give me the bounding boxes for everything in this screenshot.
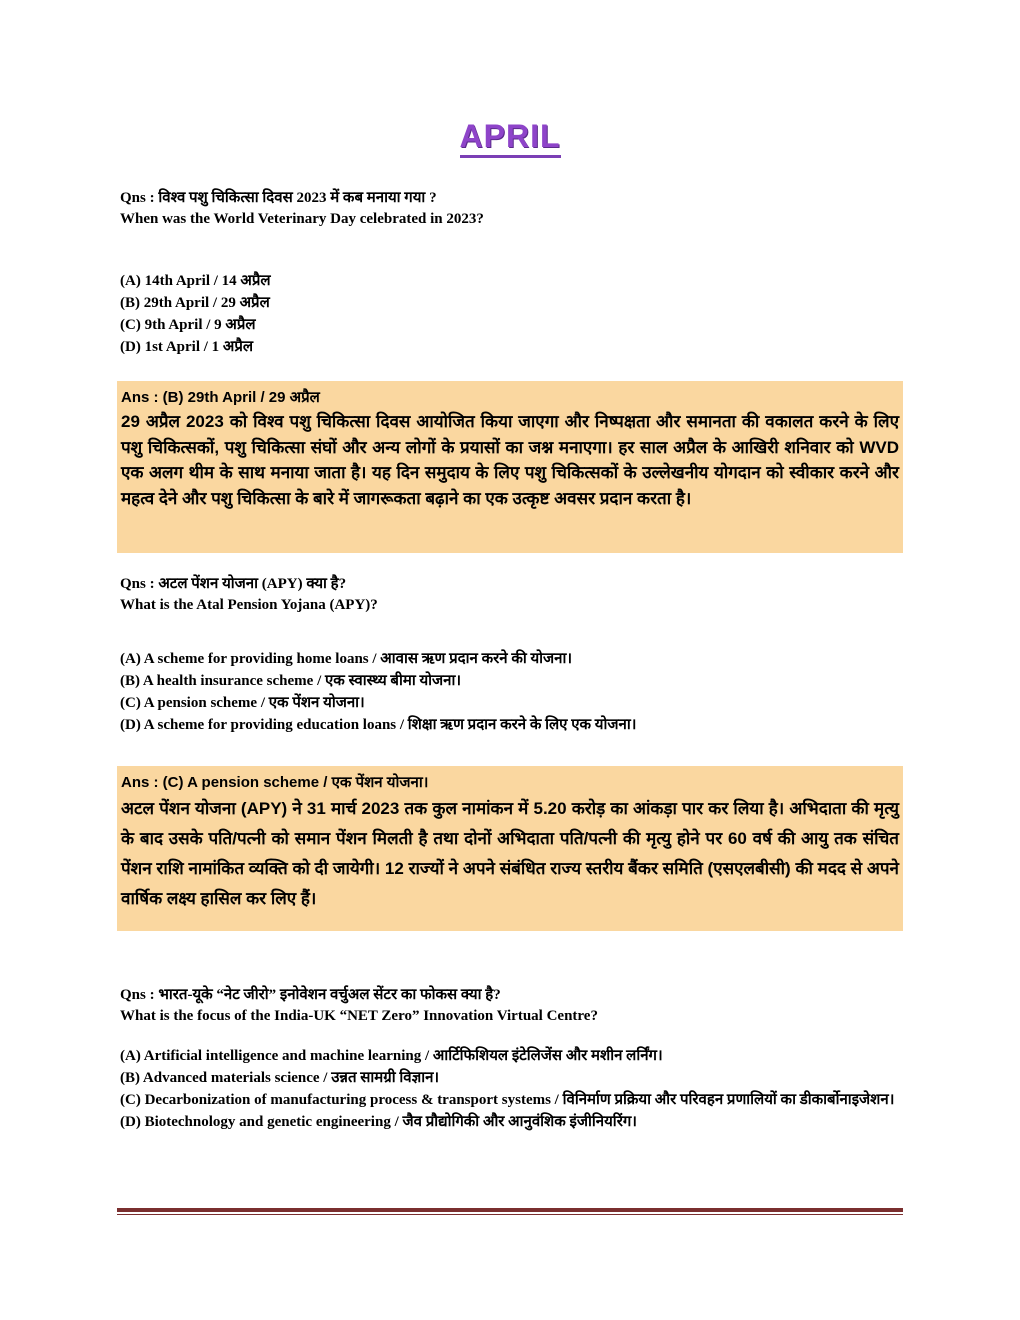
question-3 bbox=[120, 985, 905, 1133]
option-a: (A) Artificial intelligence and machine learning / आर्टिफिशियल इंटेलिजेंस और मशीन लर्निंग। bbox=[120, 1048, 663, 1064]
option-a: (A) 14th April / 14 अप्रैल bbox=[120, 273, 271, 289]
question-2-english: What is the Atal Pension Yojana (APY)? bbox=[120, 597, 378, 613]
answer-box-1 bbox=[117, 381, 903, 553]
option-a: (A) A scheme for providing home loans / आवास ऋण प्रदान करने की योजना। bbox=[120, 651, 573, 667]
option-c: (C) 9th April / 9 अप्रैल bbox=[120, 317, 256, 333]
question-3-english: What is the focus of the India-UK “NET Zero” Innovation Virtual Centre? bbox=[120, 1008, 598, 1024]
option-c: (C) Decarbonization of manufacturing process & transport systems / विनिर्माण प्रक्रिया और परिवहन प्रणालियों का डीकार्बोनाइजेशन। bbox=[120, 1092, 895, 1108]
page-title: APRIL bbox=[0, 118, 1020, 155]
question-1-hindi: Qns : विश्व पशु चिकित्सा दिवस 2023 में कब मनाया गया ? bbox=[120, 190, 437, 206]
question-3-options bbox=[120, 1045, 905, 1133]
option-d: (D) A scheme for providing education loans / शिक्षा ऋण प्रदान करने के लिए एक योजना। bbox=[120, 717, 637, 733]
option-c: (C) A pension scheme / एक पेंशन योजना। bbox=[120, 695, 365, 711]
question-1-english: When was the World Veterinary Day celebrated in 2023? bbox=[120, 211, 484, 227]
answer-2-head: Ans : (C) A pension scheme / एक पेंशन योजना। bbox=[121, 774, 429, 791]
question-2-hindi: Qns : अटल पेंशन योजना (APY) क्या है? bbox=[120, 576, 347, 592]
question-1 bbox=[120, 188, 905, 358]
option-b: (B) Advanced materials science / उन्नत सामग्री विज्ञान। bbox=[120, 1070, 440, 1086]
answer-box-2 bbox=[117, 766, 903, 931]
footer-divider bbox=[117, 1208, 903, 1215]
question-2-options bbox=[120, 648, 905, 736]
question-3-hindi: Qns : भारत-यूके “नेट जीरो” इनोवेशन वर्चुअल सेंटर का फोकस क्या है? bbox=[120, 987, 501, 1003]
question-2 bbox=[120, 574, 905, 736]
answer-1-body: 29 अप्रैल 2023 को विश्व पशु चिकित्सा दिवस आयोजित किया जाएगा और निष्पक्षता और समानता की वकालत करने के लिए पशु चिकित्सकों, पशु चिकित्सा संघों और अन्य लोगों के प्रयासों का जश्न मनाएगा। हर साल अप्रैल के आखिरी शनिवार को WVD एक अलग थीम के साथ मनाया जाता है। यह दिन समुदाय के लिए पशु चिकित्सकों के उल्लेखनीय योगदान को स्वीकार करने और महत्व देने और पशु चिकित्सा के बारे में जागरूकता बढ़ाने का एक उत्कृष्ट अवसर प्रदान करता है। bbox=[121, 412, 899, 508]
answer-2-body: अटल पेंशन योजना (APY) ने 31 मार्च 2023 तक कुल नामांकन में 5.20 करोड़ का आंकड़ा पार कर लिया है। अभिदाता की मृत्यु के बाद उसके पति/पत्नी को समान पेंशन मिलती है तथा दोनों अभिदाता पति/पत्नी की मृत्यु होने पर 60 वर्ष की आयु तक संचित पेंशन राशि नामांकित व्यक्ति को दी जायेगी। 12 राज्यों ने अपने संबंधित राज्य स्तरीय बैंकर समिति (एसएलबीसी) की मदद से अपने वार्षिक लक्ष्य हासिल कर लिए हैं। bbox=[121, 799, 899, 908]
question-1-options bbox=[120, 270, 905, 358]
answer-1-head: Ans : (B) 29th April / 29 अप्रैल bbox=[121, 389, 320, 406]
option-d: (D) Biotechnology and genetic engineering / जैव प्रौद्योगिकी और आनुवंशिक इंजीनियरिंग। bbox=[120, 1114, 637, 1130]
option-d: (D) 1st April / 1 अप्रैल bbox=[120, 339, 254, 355]
option-b: (B) A health insurance scheme / एक स्वास्थ्य बीमा योजना। bbox=[120, 673, 462, 689]
option-b: (B) 29th April / 29 अप्रैल bbox=[120, 295, 270, 311]
